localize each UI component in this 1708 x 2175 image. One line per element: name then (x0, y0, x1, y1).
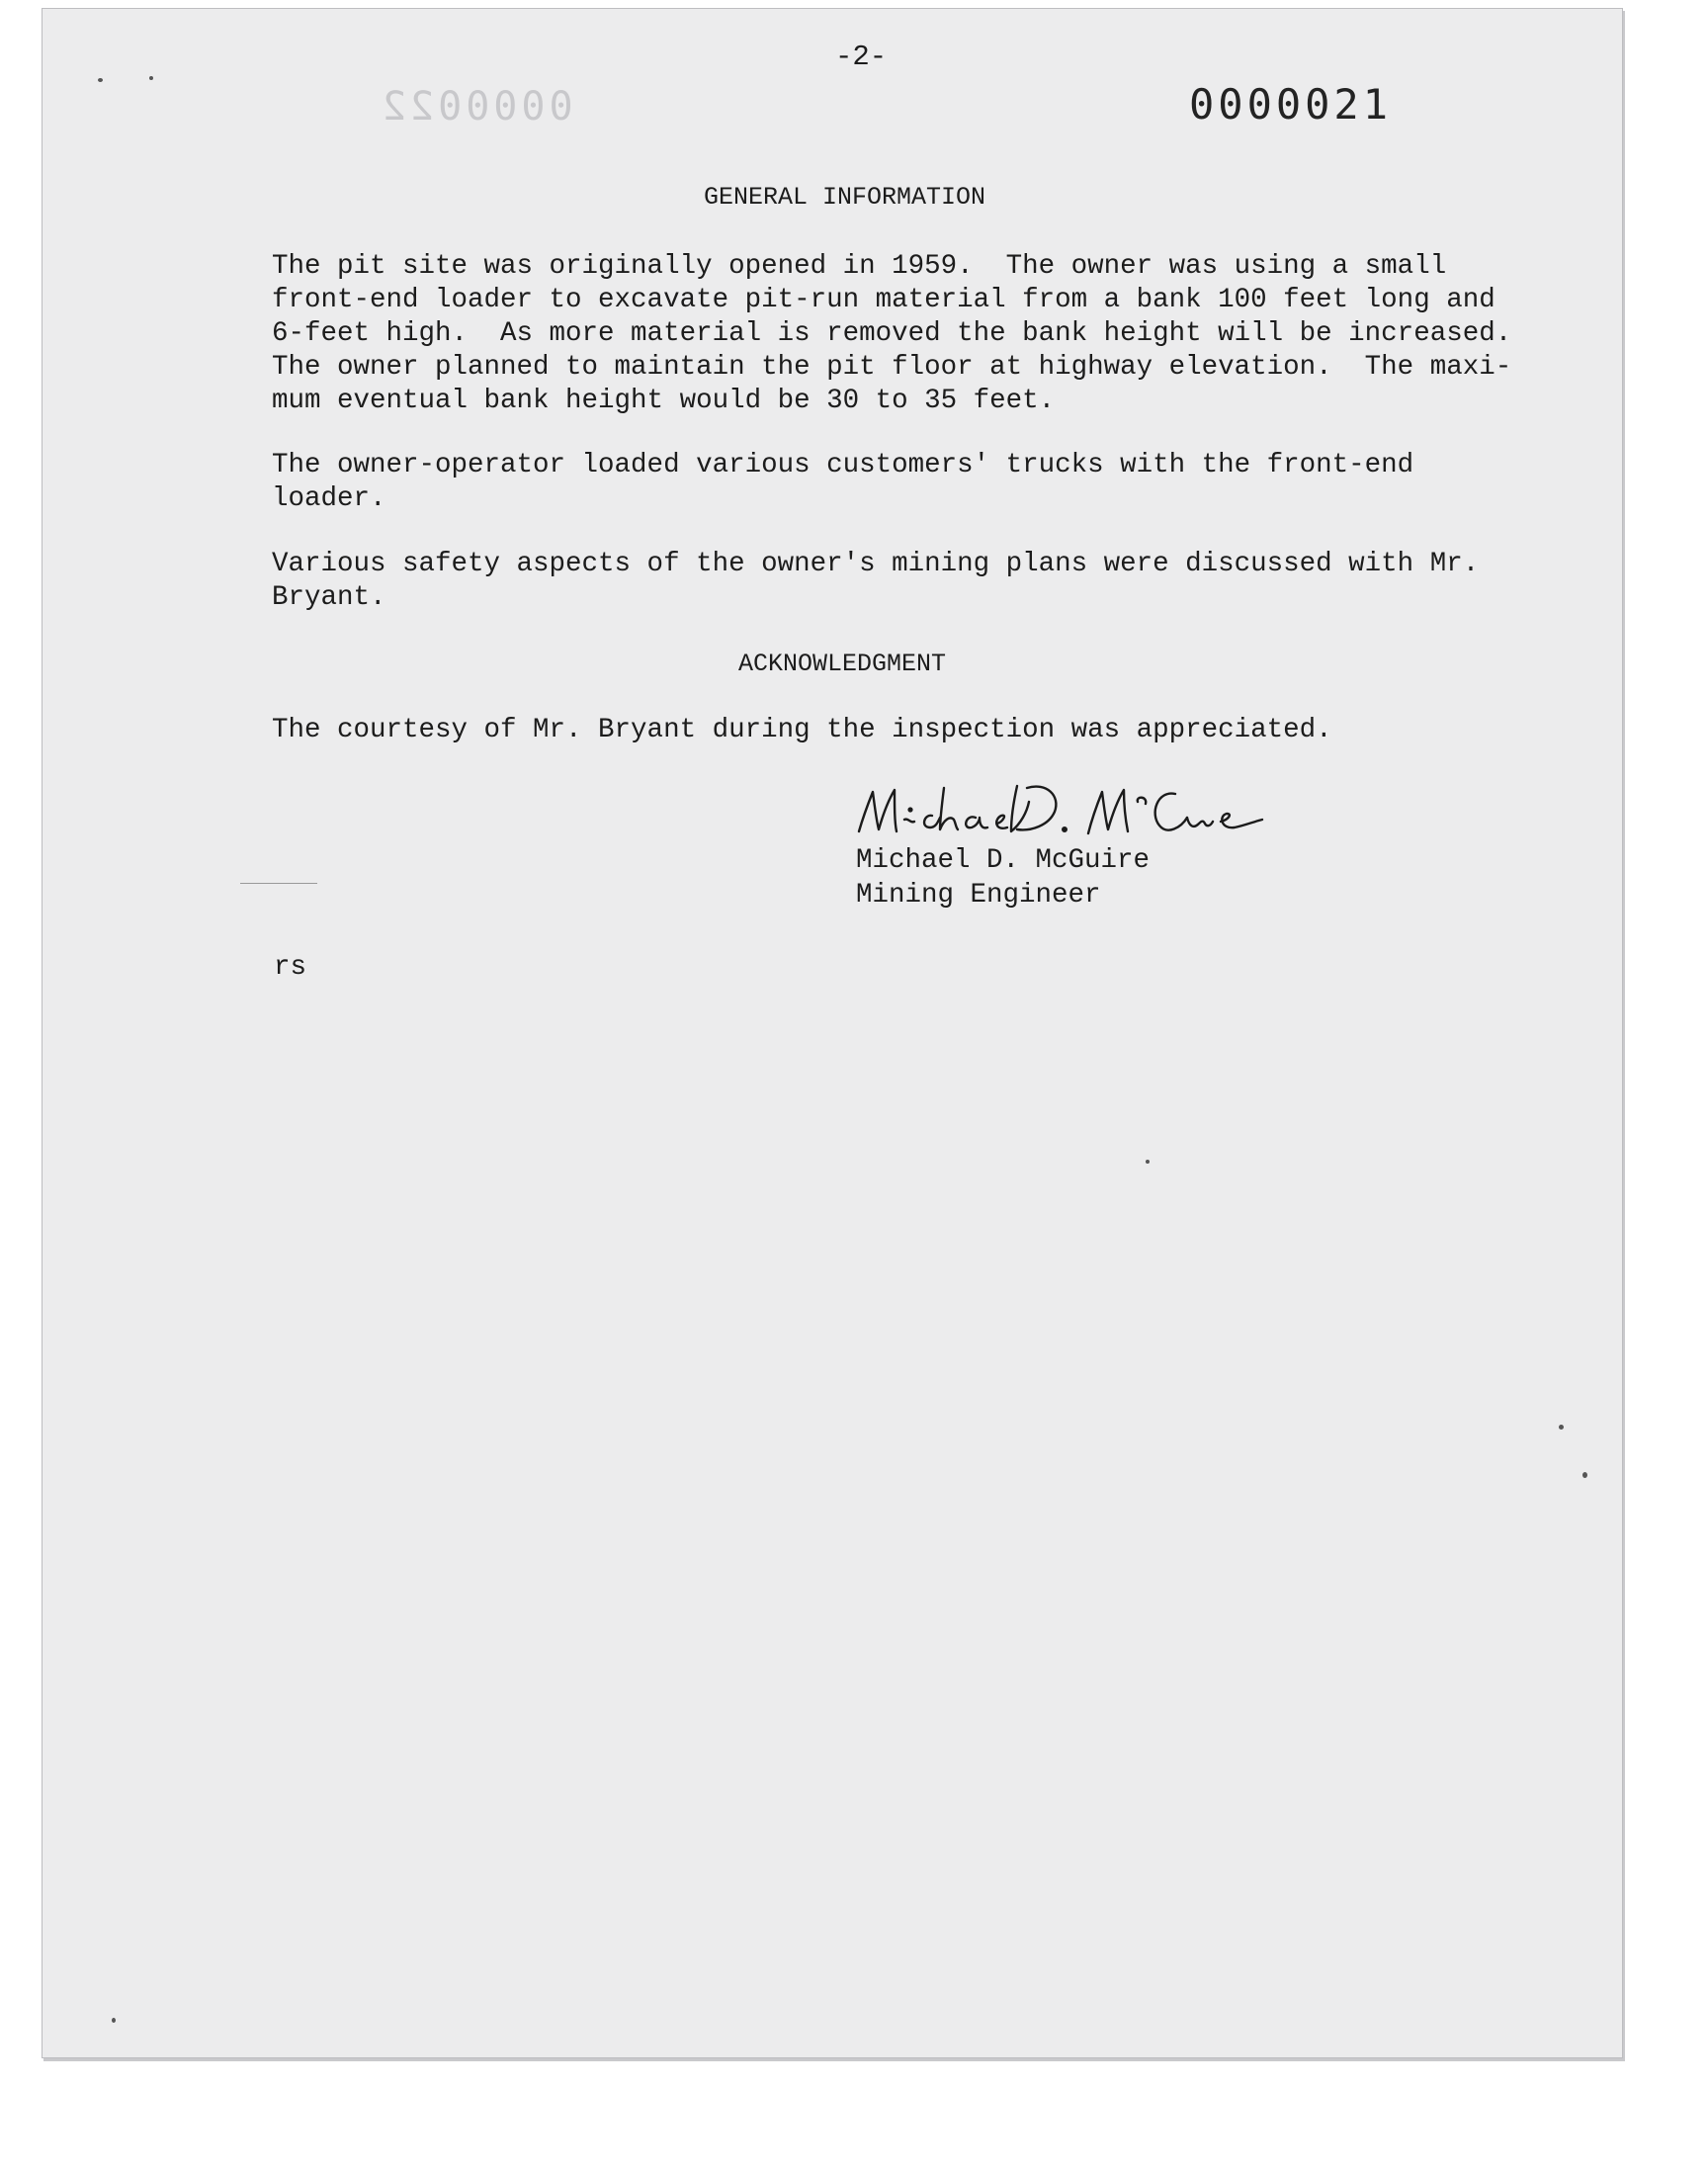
paragraph-line: front-end loader to excavate pit-run material from a bank 100 feet long and (272, 285, 1495, 315)
paragraph-line: The owner-operator loaded various customers' trucks with the front-end (272, 450, 1414, 480)
scan-speck (112, 2018, 116, 2023)
paragraph-safety (272, 548, 1557, 615)
paragraph-line: The owner planned to maintain the pit floor at highway elevation. The maxi- (272, 352, 1512, 383)
document-page (42, 8, 1623, 2058)
paragraph-loading (272, 449, 1557, 516)
acknowledgment-heading: ACKNOWLEDGMENT (738, 650, 947, 678)
paragraph-line: The pit site was originally opened in 1959. The owner was using a small (272, 251, 1447, 282)
handwritten-signature (853, 778, 1268, 847)
margin-mark (240, 883, 317, 884)
signatory-name: Michael D. McGuire (856, 845, 1151, 876)
scan-speck (1146, 1160, 1150, 1164)
paragraph-line: Various safety aspects of the owner's mining plans were discussed with Mr. (272, 549, 1480, 579)
scan-speck (98, 78, 103, 82)
page-number: -2- (835, 41, 888, 73)
document-id-stamp: 0000021 (1189, 80, 1393, 129)
general-information-heading: GENERAL INFORMATION (704, 183, 986, 212)
paragraph-line: The courtesy of Mr. Bryant during the inspection was appreciated. (272, 715, 1332, 745)
paragraph-line: 6-feet high. As more material is removed the bank height will be increased. (272, 318, 1512, 349)
paragraph-line: loader. (272, 483, 386, 514)
paragraph-line: mum eventual bank height would be 30 to 35 feet. (272, 386, 1056, 416)
paragraph-line: Bryant. (272, 582, 386, 613)
paragraph-pit-history (272, 250, 1557, 418)
signatory-title: Mining Engineer (856, 880, 1101, 911)
acknowledgment-text (272, 714, 1557, 747)
scan-speck (149, 76, 153, 80)
scan-speck (1559, 1425, 1564, 1430)
typist-initials: rs (274, 952, 307, 983)
bleed-through-id: 0000022 (379, 84, 573, 130)
scan-speck (1582, 1472, 1587, 1478)
